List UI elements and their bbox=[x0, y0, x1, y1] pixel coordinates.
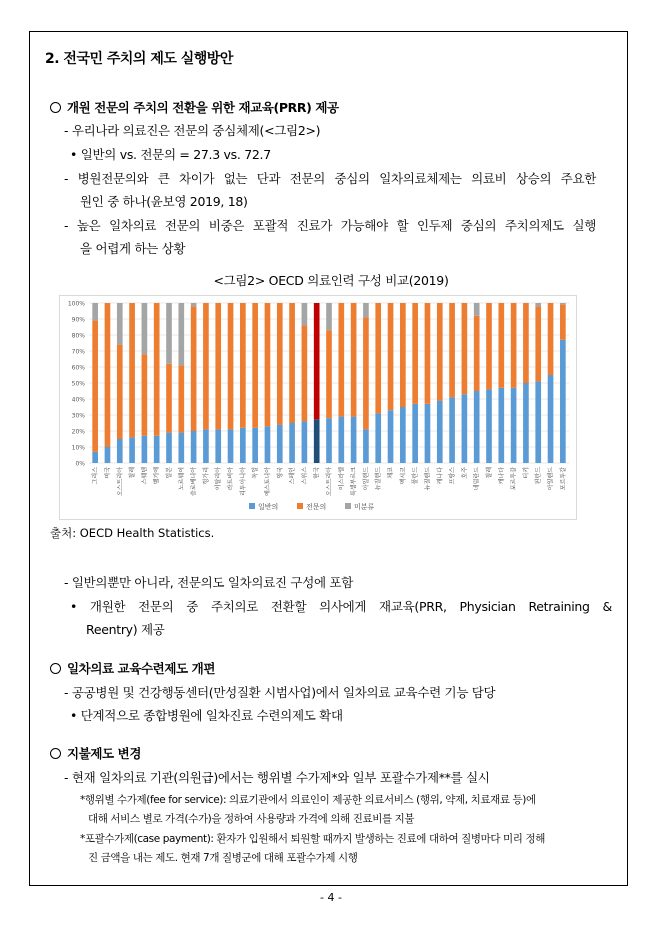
x-tick-label: 뉴질랜드 bbox=[424, 467, 432, 491]
bar-segment bbox=[425, 303, 431, 404]
bar-segment bbox=[117, 439, 123, 463]
bar-segment bbox=[105, 303, 111, 447]
dash-item: - 현재 일차의료 기관(의원급)에서는 행위별 수가제*와 일부 포괄수가제**를 실시 bbox=[64, 770, 490, 785]
oecd-workforce-chart bbox=[59, 295, 577, 520]
x-tick-label: 캐나다 bbox=[436, 467, 444, 485]
bar-segment bbox=[474, 316, 480, 391]
dash-item-cont: 원인 중 하나(윤보영 2019, 18) bbox=[80, 194, 248, 209]
bar-segment bbox=[523, 303, 529, 383]
dash-item: - 병원전문의와 큰 차이가 없는 단과 전문의 중심의 일차의료체제는 의료비 상승의 주요한 bbox=[64, 171, 596, 186]
bar-segment bbox=[215, 429, 221, 463]
bar-segment bbox=[228, 303, 234, 429]
x-tick-label: 뉴질랜드 bbox=[375, 467, 383, 491]
footnote-line: *행위별 수가제(fee for service): 의료기관에서 의료인이 제공한 의료서비스 (행위, 약제, 치료재료 등)에 bbox=[80, 794, 536, 806]
bar-segment bbox=[363, 317, 369, 429]
x-tick-label: 멕시코 bbox=[399, 467, 407, 485]
bar-segment bbox=[277, 303, 283, 425]
bar-segment bbox=[252, 428, 258, 463]
bar-segment bbox=[277, 425, 283, 463]
bar-segment bbox=[388, 410, 394, 463]
section-heading-prr bbox=[50, 98, 339, 116]
dash-item-cont: 을 어렵게 하는 상황 bbox=[80, 241, 186, 256]
bar-segment bbox=[486, 389, 492, 463]
legend-swatch bbox=[345, 503, 351, 509]
bar-segment bbox=[560, 340, 566, 463]
bar-segment bbox=[302, 325, 308, 421]
circle-bullet-icon bbox=[50, 748, 61, 759]
y-tick-label: 50% bbox=[71, 380, 85, 388]
x-tick-label: 프랑스 bbox=[449, 467, 457, 485]
x-tick-label: 한국 bbox=[313, 467, 321, 479]
bar-segment bbox=[351, 417, 357, 463]
bar-segment bbox=[400, 303, 406, 407]
bar-segment bbox=[375, 413, 381, 463]
x-tick-label: 체코 bbox=[387, 467, 395, 479]
bar-segment bbox=[117, 345, 123, 439]
y-tick-label: 80% bbox=[71, 332, 85, 340]
x-tick-label: 일본 bbox=[166, 467, 173, 479]
x-tick-label: 칠레 bbox=[129, 467, 137, 479]
bar-segment bbox=[265, 303, 271, 426]
bar-segment bbox=[425, 404, 431, 463]
section-heading-training bbox=[50, 659, 215, 677]
y-tick-label: 40% bbox=[71, 396, 85, 404]
bar-segment bbox=[535, 303, 541, 306]
x-tick-label: 아일랜드 bbox=[547, 467, 555, 491]
x-tick-label: 네덜란드 bbox=[473, 467, 481, 491]
bullet-item-cont: Reentry) 제공 bbox=[86, 622, 165, 637]
x-tick-label: 에스토니아 bbox=[264, 467, 272, 496]
x-tick-label: 호주 bbox=[461, 467, 469, 479]
bar-segment bbox=[142, 436, 148, 463]
bar-segment bbox=[203, 303, 209, 429]
footnote-line: 진 금액을 내는 제도. 현재 7개 질병군에 대해 포괄수가제 시행 bbox=[88, 852, 358, 864]
dash-item: - 우리나라 의료진은 전문의 중심체제(<그림2>) bbox=[64, 123, 321, 138]
x-tick-label: 스위스 bbox=[301, 467, 309, 485]
bullet-item: • 일반의 vs. 전문의 = 27.3 vs. 72.7 bbox=[70, 147, 271, 162]
bar-segment bbox=[326, 303, 332, 330]
x-tick-label: 리투아니아 bbox=[239, 467, 247, 496]
bar-segment bbox=[129, 303, 135, 437]
bar-segment bbox=[363, 303, 369, 317]
x-tick-label: 이스라엘 bbox=[338, 467, 346, 491]
bar-segment bbox=[252, 303, 258, 428]
page-title: 2. 전국민 주치의 제도 실행방안 bbox=[45, 51, 233, 67]
x-tick-label: 이탈리아 bbox=[215, 467, 223, 491]
bar-segment bbox=[240, 303, 246, 428]
y-tick-label: 0% bbox=[75, 460, 85, 468]
page-number: - 4 - bbox=[320, 891, 342, 904]
bar-segment bbox=[412, 303, 418, 404]
bar-segment bbox=[437, 401, 443, 463]
bar-segment bbox=[535, 381, 541, 463]
bar-segment bbox=[191, 306, 197, 431]
y-tick-label: 100% bbox=[67, 300, 85, 308]
x-tick-label: 터키 bbox=[522, 467, 530, 479]
bullet-item: • 개원한 전문의 중 주치의로 전환할 의사에게 재교육(PRR, Physician Retraining & bbox=[70, 599, 612, 614]
bar-segment bbox=[92, 303, 98, 321]
bar-segment bbox=[166, 364, 172, 433]
x-tick-label: 미국 bbox=[104, 467, 112, 479]
bar-segment bbox=[178, 303, 184, 365]
legend-label: 전문의 bbox=[306, 503, 327, 511]
bar-segment bbox=[498, 303, 504, 388]
bar-segment bbox=[474, 303, 480, 316]
y-tick-label: 60% bbox=[71, 364, 85, 372]
y-tick-label: 20% bbox=[71, 428, 85, 436]
bar-segment bbox=[363, 429, 369, 463]
x-tick-label: 오스트리아 bbox=[116, 467, 124, 496]
bar-segment bbox=[449, 397, 455, 463]
y-tick-label: 30% bbox=[71, 412, 85, 420]
bar-segment bbox=[191, 431, 197, 463]
bar-segment bbox=[462, 303, 468, 394]
bar-segment bbox=[548, 375, 554, 463]
bar-segment bbox=[523, 383, 529, 463]
bar-segment bbox=[437, 303, 443, 401]
bar-segment bbox=[178, 433, 184, 463]
circle-bullet-icon bbox=[50, 102, 61, 113]
bar-segment bbox=[302, 421, 308, 463]
x-tick-label: 그리스 bbox=[92, 467, 100, 485]
bar-segment bbox=[154, 436, 160, 463]
bar-segment bbox=[462, 394, 468, 463]
circle-bullet-icon bbox=[50, 663, 61, 674]
section-heading-text: 일차의료 교육수련제도 개편 bbox=[67, 661, 216, 676]
x-tick-label: 노르웨이 bbox=[178, 467, 186, 491]
bullet-item: • 단계적으로 종합병원에 일차진료 수련의제도 확대 bbox=[70, 708, 343, 723]
x-tick-label: 라트비아 bbox=[227, 467, 235, 491]
x-tick-label: 벨기에 bbox=[153, 467, 161, 485]
x-tick-label: 헝가리 bbox=[202, 467, 210, 485]
bar-segment bbox=[240, 428, 246, 463]
bar-segment bbox=[92, 452, 98, 463]
bar-segment bbox=[400, 407, 406, 463]
bar-segment bbox=[548, 303, 554, 375]
legend-label: 미분류 bbox=[354, 503, 375, 511]
bar-segment bbox=[486, 303, 492, 389]
figure-caption: <그림2> OECD 의료인력 구성 비교(2019) bbox=[213, 273, 449, 288]
bar-segment bbox=[314, 303, 320, 419]
bar-segment bbox=[375, 303, 381, 413]
y-tick-label: 90% bbox=[71, 316, 85, 324]
bar-segment bbox=[511, 303, 517, 388]
legend-swatch bbox=[249, 503, 255, 509]
bar-segment bbox=[142, 354, 148, 436]
bar-segment bbox=[338, 303, 344, 417]
bar-segment bbox=[166, 303, 172, 364]
bar-segment bbox=[338, 417, 344, 463]
bar-segment bbox=[388, 303, 394, 410]
section-heading-text: 개원 전문의 주치의 전환을 위한 재교육(PRR) 제공 bbox=[67, 100, 339, 115]
x-tick-label: 포르투갈 bbox=[510, 467, 518, 491]
bar-segment bbox=[326, 330, 332, 418]
bar-segment bbox=[142, 303, 148, 354]
bar-segment bbox=[302, 303, 308, 325]
bar-segment bbox=[129, 437, 135, 463]
bar-segment bbox=[289, 303, 295, 423]
legend-swatch bbox=[297, 503, 303, 509]
bar-segment bbox=[326, 418, 332, 463]
bar-segment bbox=[265, 426, 271, 463]
legend-label: 일반의 bbox=[258, 503, 279, 511]
bar-segment bbox=[92, 321, 98, 452]
x-tick-label: 스페인 bbox=[289, 467, 297, 485]
y-tick-label: 70% bbox=[71, 348, 85, 356]
bar-segment bbox=[178, 365, 184, 432]
bar-segment bbox=[474, 391, 480, 463]
bar-segment bbox=[560, 303, 566, 305]
x-tick-label: 슬로베니아 bbox=[190, 467, 198, 496]
y-tick-label: 10% bbox=[71, 444, 85, 452]
bar-segment bbox=[117, 303, 123, 345]
bar-segment bbox=[191, 303, 197, 306]
bar-segment bbox=[289, 423, 295, 463]
bar-segment bbox=[105, 447, 111, 463]
bar-segment bbox=[511, 388, 517, 463]
bar-segment bbox=[215, 303, 221, 429]
bar-segment bbox=[228, 429, 234, 463]
bar-segment bbox=[412, 404, 418, 463]
dash-item: - 높은 일차의료 전문의 비중은 포괄적 진료가 가능해야 할 인두제 중심의 주치의제도 실행 bbox=[64, 218, 596, 233]
x-tick-label: 룩셈부르크 bbox=[350, 467, 358, 496]
x-tick-label: 캐나다 bbox=[498, 467, 506, 485]
footnote-line: *포괄수가제(case payment): 환자가 입원해서 퇴원할 때까지 발생하는 진료에 대하여 질병마다 미리 정해 bbox=[80, 833, 545, 845]
bar-segment bbox=[154, 303, 160, 436]
figure-source: 출처: OECD Health Statistics. bbox=[50, 526, 215, 540]
bar-segment bbox=[166, 433, 172, 463]
bar-segment bbox=[498, 388, 504, 463]
dash-item: - 공공병원 및 건강행동센터(만성질환 시범사업)에서 일차의료 교육수련 기능 담당 bbox=[64, 685, 496, 700]
footnote-line: 대해 서비스 별로 가격(수가)을 정하여 사용량과 가격에 의해 진료비를 지불 bbox=[88, 813, 415, 825]
bar-segment bbox=[351, 303, 357, 417]
bar-segment bbox=[449, 303, 455, 397]
bar-segment bbox=[535, 306, 541, 381]
dash-item: - 일반의뿐만 아니라, 전문의도 일차의료진 구성에 포함 bbox=[64, 575, 353, 590]
x-tick-label: 아일랜드 bbox=[362, 467, 370, 491]
x-tick-label: 스웨덴 bbox=[141, 467, 149, 485]
bar-segment bbox=[203, 429, 209, 463]
section-heading-payment bbox=[50, 744, 141, 762]
section-heading-text: 지불제도 변경 bbox=[67, 746, 142, 761]
x-tick-label: 오스트리아 bbox=[326, 467, 333, 496]
x-tick-label: 포르투갈 bbox=[559, 467, 567, 491]
x-tick-label: 핀란드 bbox=[535, 467, 543, 485]
x-tick-label: 폴란드 bbox=[412, 467, 420, 485]
x-tick-label: 칠레 bbox=[486, 467, 493, 479]
x-tick-label: 영국 bbox=[276, 467, 284, 479]
bar-segment bbox=[560, 305, 566, 340]
bar-segment bbox=[314, 419, 320, 463]
x-tick-label: 독일 bbox=[252, 467, 260, 479]
